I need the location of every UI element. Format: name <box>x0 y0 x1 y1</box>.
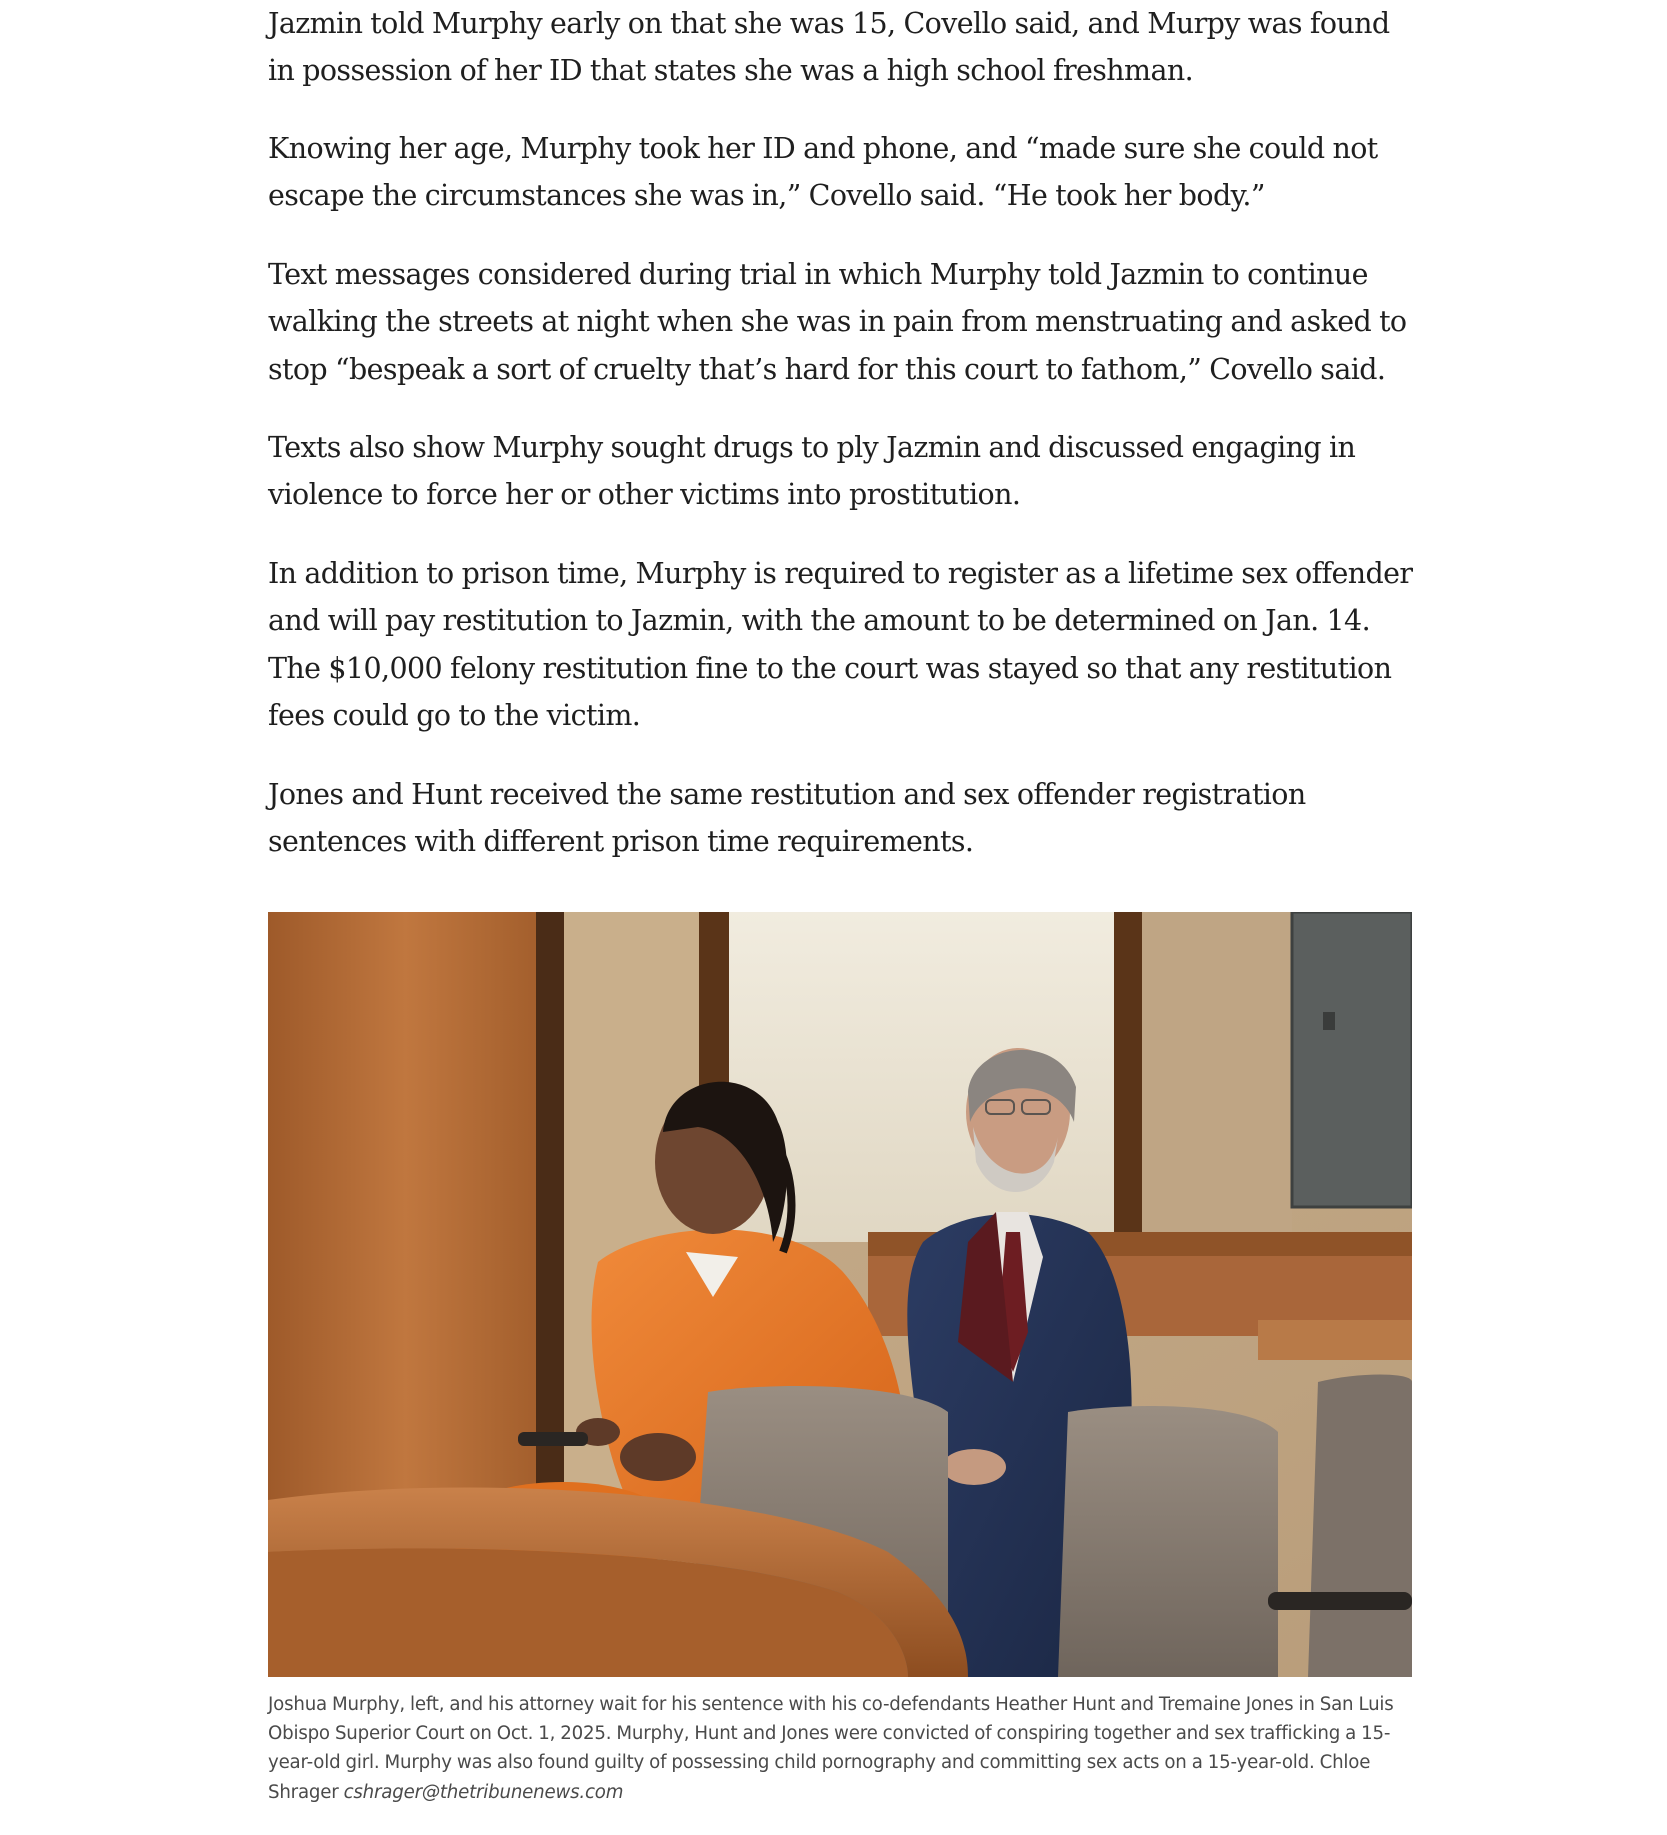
photo-caption <box>268 1690 1412 1807</box>
article-paragraph: In addition to prison time, Murphy is required to register as a lifetime sex offender and will pay restitution to Jazmin, with the amount to be determined on Jan. 14. The $10,000 felony restitution fine to the court was stayed so that any restitution fees could go to the victim. <box>268 557 1413 732</box>
credit-email[interactable]: cshrager@thetribunenews.com <box>343 1781 624 1803</box>
article-paragraph: Texts also show Murphy sought drugs to ply Jazmin and discussed engaging in violence to force her or other victims into prostitution. <box>268 431 1356 512</box>
article-paragraph: Jones and Hunt received the same restitution and sex offender registration sentences with different prison time requirements. <box>268 778 1306 859</box>
courtroom-photo[interactable] <box>268 912 1412 1677</box>
article-paragraph: Jazmin told Murphy early on that she was 15, Covello said, and Murpy was found in possession of her ID that states she was a high school freshman. <box>268 7 1390 88</box>
caption-text: Joshua Murphy, left, and his attorney wait for his sentence with his co-defendants Heather Hunt and Tremaine Jones in San Luis Obispo Superior Court on Oct. 1, 2025. Murphy, Hunt and Jones were convicted of conspiring together and sex trafficking a 15-year-old girl. Murphy was also found guilty of possessing child pornography and committing sex acts on a 15-year-old. Chloe Shrager <box>268 1694 1394 1803</box>
article-paragraph: Text messages considered during trial in which Murphy told Jazmin to continue walking the streets at night when she was in pain from menstruating and asked to stop “bespeak a sort of cruelty that’s hard for this court to fathom,” Covello said. <box>268 258 1407 386</box>
article-paragraph: Knowing her age, Murphy took her ID and phone, and “made sure she could not escape the circumstances she was in,” Covello said. “He took her body.” <box>268 132 1378 213</box>
